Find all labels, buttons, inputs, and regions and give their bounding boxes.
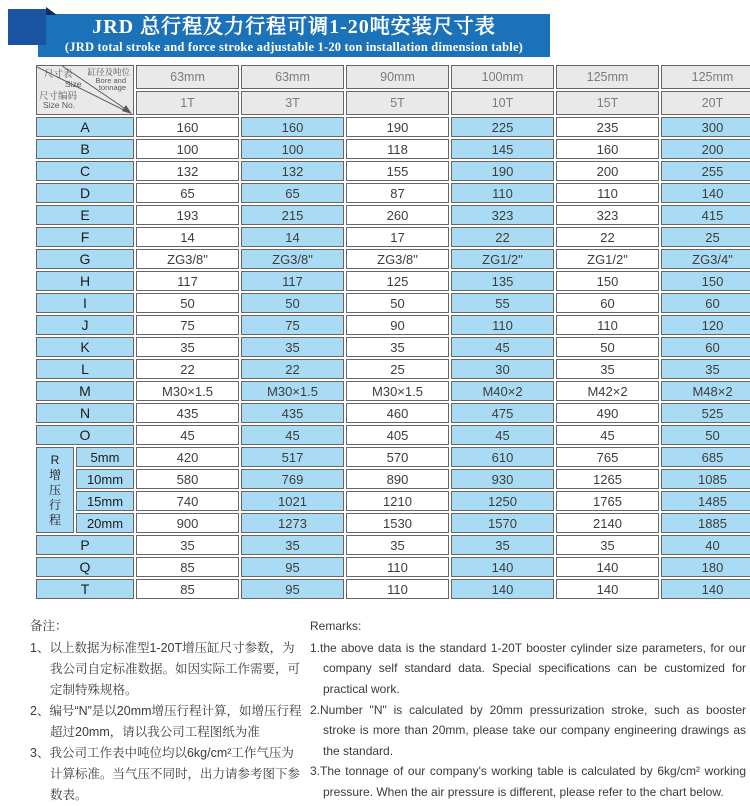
table-row (36, 205, 750, 225)
dim-cell: 150 (556, 271, 659, 291)
dim-cell: M42×2 (556, 381, 659, 401)
dim-cell: 260 (346, 205, 449, 225)
dim-cell: 17 (346, 227, 449, 247)
row-label: N (36, 403, 134, 423)
dim-cell: 118 (346, 139, 449, 159)
dim-cell: 235 (556, 117, 659, 137)
dim-cell: 1265 (556, 469, 659, 489)
dim-cell: 140 (556, 557, 659, 577)
dim-cell: 45 (451, 337, 554, 357)
dim-cell: 135 (451, 271, 554, 291)
dim-cell: 323 (451, 205, 554, 225)
dim-cell: 132 (241, 161, 344, 181)
remarks-chinese (30, 616, 304, 806)
dim-cell: 160 (136, 117, 239, 137)
dim-cell: 60 (661, 337, 750, 357)
dim-cell: 22 (136, 359, 239, 379)
r-sub-label: 20mm (76, 513, 134, 533)
dim-cell: 110 (451, 183, 554, 203)
dim-cell: 215 (241, 205, 344, 225)
col-header-bore: 90mm (346, 65, 449, 89)
dim-cell: 35 (346, 535, 449, 555)
dim-cell: 35 (556, 359, 659, 379)
dim-cell: 35 (556, 535, 659, 555)
corner-sizeno-label-en: Size No. (43, 100, 76, 110)
dim-cell: 45 (556, 425, 659, 445)
table-row (36, 183, 750, 203)
page-title: JRD 总行程及力行程可调1-20吨安装尺寸表 (92, 16, 496, 38)
dim-cell: 50 (136, 293, 239, 313)
remark-item: 3、我公司工作表中吨位均以6kg/cm²工作气压为计算标准。当气压不同时，出力请参考图下参数表。 (30, 746, 301, 802)
dim-cell: 22 (241, 359, 344, 379)
dim-cell: 14 (241, 227, 344, 247)
dim-cell: 323 (556, 205, 659, 225)
dim-cell: 75 (241, 315, 344, 335)
dim-cell: 460 (346, 403, 449, 423)
table-row (36, 403, 750, 423)
dim-cell: 60 (661, 293, 750, 313)
table-row (36, 447, 750, 467)
dim-cell: 475 (451, 403, 554, 423)
dim-cell: ZG3/8" (346, 249, 449, 269)
remarks-cn-heading: 备注： (30, 619, 68, 633)
dim-cell: 1885 (661, 513, 750, 533)
dim-cell: 610 (451, 447, 554, 467)
col-header-tonnage: 3T (241, 91, 344, 115)
table-row (36, 293, 750, 313)
dim-cell: 65 (241, 183, 344, 203)
dim-cell: 1273 (241, 513, 344, 533)
row-label: B (36, 139, 134, 159)
row-label: F (36, 227, 134, 247)
dim-cell: 35 (136, 535, 239, 555)
row-label: J (36, 315, 134, 335)
corner-bore-label-cn: 缸径及吨位 (87, 67, 130, 77)
dim-cell: 140 (661, 183, 750, 203)
dim-cell: 930 (451, 469, 554, 489)
dim-cell: ZG3/8" (241, 249, 344, 269)
dim-cell: 14 (136, 227, 239, 247)
dim-cell: 35 (136, 337, 239, 357)
dim-cell: M40×2 (451, 381, 554, 401)
table-row (36, 315, 750, 335)
dim-cell: 35 (451, 535, 554, 555)
table-row (36, 161, 750, 181)
dim-cell: 570 (346, 447, 449, 467)
dim-cell: 87 (346, 183, 449, 203)
title-banner (38, 14, 550, 57)
dim-cell: 1250 (451, 491, 554, 511)
col-header-tonnage: 15T (556, 91, 659, 115)
dim-cell: 580 (136, 469, 239, 489)
dim-cell: 900 (136, 513, 239, 533)
page-subtitle: (JRD total stroke and force stroke adjustable 1-20 ton installation dimension table) (64, 40, 524, 54)
remarks-en-heading: Remarks: (310, 619, 362, 633)
dim-cell: 110 (556, 183, 659, 203)
col-header-bore: 125mm (556, 65, 659, 89)
dim-cell: 415 (661, 205, 750, 225)
row-label: M (36, 381, 134, 401)
dim-cell: 140 (451, 557, 554, 577)
dim-cell: 300 (661, 117, 750, 137)
remarks-section (30, 616, 746, 806)
dim-cell: 193 (136, 205, 239, 225)
table-row (36, 227, 750, 247)
dim-cell: 35 (241, 535, 344, 555)
dim-cell: M30×1.5 (241, 381, 344, 401)
dim-cell: ZG1/2" (451, 249, 554, 269)
dim-cell: ZG1/2" (556, 249, 659, 269)
table-row (36, 557, 750, 577)
title-accent-square (8, 9, 46, 45)
dim-cell: 2140 (556, 513, 659, 533)
dimension-table (34, 63, 750, 601)
row-label: H (36, 271, 134, 291)
row-label: D (36, 183, 134, 203)
dim-cell: 405 (346, 425, 449, 445)
dim-cell: 435 (241, 403, 344, 423)
table-row (36, 271, 750, 291)
row-label: I (36, 293, 134, 313)
dim-cell: 160 (241, 117, 344, 137)
dim-cell: 50 (241, 293, 344, 313)
dim-cell: 190 (346, 117, 449, 137)
dim-cell: 100 (241, 139, 344, 159)
table-row (36, 337, 750, 357)
dim-cell: 100 (136, 139, 239, 159)
dim-cell: 85 (136, 579, 239, 599)
remark-item: 2、编号“N”是以20mm增压行程计算，如增压行程超过20mm，请以我公司工程图纸为准 (30, 704, 302, 739)
banner-fold-triangle (46, 7, 57, 15)
col-header-bore: 125mm (661, 65, 750, 89)
dim-cell: 890 (346, 469, 449, 489)
dim-cell: 125 (346, 271, 449, 291)
header-row-tonnage (36, 91, 750, 115)
dim-cell: 110 (556, 315, 659, 335)
dim-cell: 50 (661, 425, 750, 445)
corner-header-cell (36, 65, 134, 115)
dim-cell: 490 (556, 403, 659, 423)
row-label: E (36, 205, 134, 225)
row-label: A (36, 117, 134, 137)
r-sub-label: 5mm (76, 447, 134, 467)
dim-cell: 200 (556, 161, 659, 181)
remark-item: 3.The tonnage of our company's working table is calculated by 6kg/cm² working pressure. When the air pressure is different, please refer to the chart below. (310, 764, 746, 799)
table-row (36, 117, 750, 137)
row-label: P (36, 535, 134, 555)
remark-item: 2.Number "N" is calculated by 20mm pressurization stroke, such as booster stroke is more than 20mm, please take our company engineering drawings as the standard. (310, 702, 746, 758)
dim-cell: 25 (661, 227, 750, 247)
dim-cell: 35 (241, 337, 344, 357)
dim-cell: 75 (136, 315, 239, 335)
dim-cell: 420 (136, 447, 239, 467)
r-sub-label: 10mm (76, 469, 134, 489)
dim-cell: 22 (451, 227, 554, 247)
dim-cell: 50 (346, 293, 449, 313)
dim-cell: 517 (241, 447, 344, 467)
dim-cell: 190 (451, 161, 554, 181)
dim-cell: 22 (556, 227, 659, 247)
dim-cell: 65 (136, 183, 239, 203)
col-header-tonnage: 1T (136, 91, 239, 115)
dim-cell: 45 (451, 425, 554, 445)
dim-cell: 140 (556, 579, 659, 599)
col-header-bore: 100mm (451, 65, 554, 89)
remarks-english (310, 616, 746, 806)
dim-cell: M48×2 (661, 381, 750, 401)
table-row (36, 359, 750, 379)
dim-cell: 60 (556, 293, 659, 313)
corner-diagonal-area (37, 66, 133, 114)
row-label: C (36, 161, 134, 181)
dim-cell: 40 (661, 535, 750, 555)
dim-cell: 225 (451, 117, 554, 137)
corner-bore-label-en1: Bore and (95, 76, 126, 85)
dim-cell: 685 (661, 447, 750, 467)
header-row-bore (36, 65, 750, 89)
r-sub-label: 15mm (76, 491, 134, 511)
dim-cell: 145 (451, 139, 554, 159)
dim-cell: 1530 (346, 513, 449, 533)
dim-cell: 110 (346, 579, 449, 599)
dim-cell: 180 (661, 557, 750, 577)
dim-cell: 90 (346, 315, 449, 335)
row-label: K (36, 337, 134, 357)
corner-size-label-en: Size (65, 79, 82, 89)
row-label: O (36, 425, 134, 445)
dim-cell: 769 (241, 469, 344, 489)
dim-cell: 55 (451, 293, 554, 313)
corner-bore-label-en2: tonnage (98, 83, 126, 92)
col-header-bore: 63mm (241, 65, 344, 89)
table-row (36, 579, 750, 599)
dim-cell: 120 (661, 315, 750, 335)
row-label: L (36, 359, 134, 379)
dim-cell: 110 (346, 557, 449, 577)
row-label: T (36, 579, 134, 599)
dim-cell: 160 (556, 139, 659, 159)
vertical-label-text: R 增 压 行 程 (48, 452, 61, 527)
dim-cell: ZG3/8" (136, 249, 239, 269)
corner-size-label-cn: 尺寸表 (44, 69, 73, 80)
remark-item: 1.the above data is the standard 1-20T booster cylinder size parameters, for our company self standard data. Special specifications can be customized for practical work. (310, 640, 746, 696)
dim-cell: 45 (241, 425, 344, 445)
dim-cell: 1021 (241, 491, 344, 511)
col-header-tonnage: 5T (346, 91, 449, 115)
dim-cell: 200 (661, 139, 750, 159)
remark-item: 1、以上数据为标准型1-20T增压缸尺寸参数，为我公司自定标准数据。如因实际工作需要，可定制特殊规格。 (30, 641, 301, 697)
table-row (36, 249, 750, 269)
dim-cell: M30×1.5 (346, 381, 449, 401)
dim-cell: 140 (661, 579, 750, 599)
dim-cell: 30 (451, 359, 554, 379)
dim-cell: 117 (241, 271, 344, 291)
row-label: Q (36, 557, 134, 577)
dim-cell: 45 (136, 425, 239, 445)
table-row (36, 491, 750, 511)
dim-cell: 110 (451, 315, 554, 335)
table-row (36, 535, 750, 555)
table-row (36, 381, 750, 401)
table-row (36, 513, 750, 533)
dim-cell: 25 (346, 359, 449, 379)
col-header-bore: 63mm (136, 65, 239, 89)
dim-cell: 50 (556, 337, 659, 357)
dim-cell: ZG3/4" (661, 249, 750, 269)
col-header-tonnage: 20T (661, 91, 750, 115)
dim-cell: 1210 (346, 491, 449, 511)
dim-cell: M30×1.5 (136, 381, 239, 401)
dim-cell: 150 (661, 271, 750, 291)
corner-sizeno-label-cn: 尺寸编码 (39, 91, 78, 102)
dim-cell: 255 (661, 161, 750, 181)
dim-cell: 1765 (556, 491, 659, 511)
dim-cell: 132 (136, 161, 239, 181)
dim-cell: 155 (346, 161, 449, 181)
dim-cell: 85 (136, 557, 239, 577)
table-row (36, 469, 750, 489)
dim-cell: 140 (451, 579, 554, 599)
table-row (36, 139, 750, 159)
dim-cell: 740 (136, 491, 239, 511)
row-label-r-booster-stroke (36, 447, 74, 533)
dim-cell: 35 (346, 337, 449, 357)
dim-cell: 117 (136, 271, 239, 291)
dim-cell: 1570 (451, 513, 554, 533)
dim-cell: 1085 (661, 469, 750, 489)
dim-cell: 95 (241, 579, 344, 599)
dim-cell: 525 (661, 403, 750, 423)
dim-cell: 35 (661, 359, 750, 379)
dim-cell: 95 (241, 557, 344, 577)
dim-cell: 435 (136, 403, 239, 423)
col-header-tonnage: 10T (451, 91, 554, 115)
row-label: G (36, 249, 134, 269)
dim-cell: 765 (556, 447, 659, 467)
dim-cell: 1485 (661, 491, 750, 511)
table-row (36, 425, 750, 445)
dimension-table-body (36, 117, 750, 599)
